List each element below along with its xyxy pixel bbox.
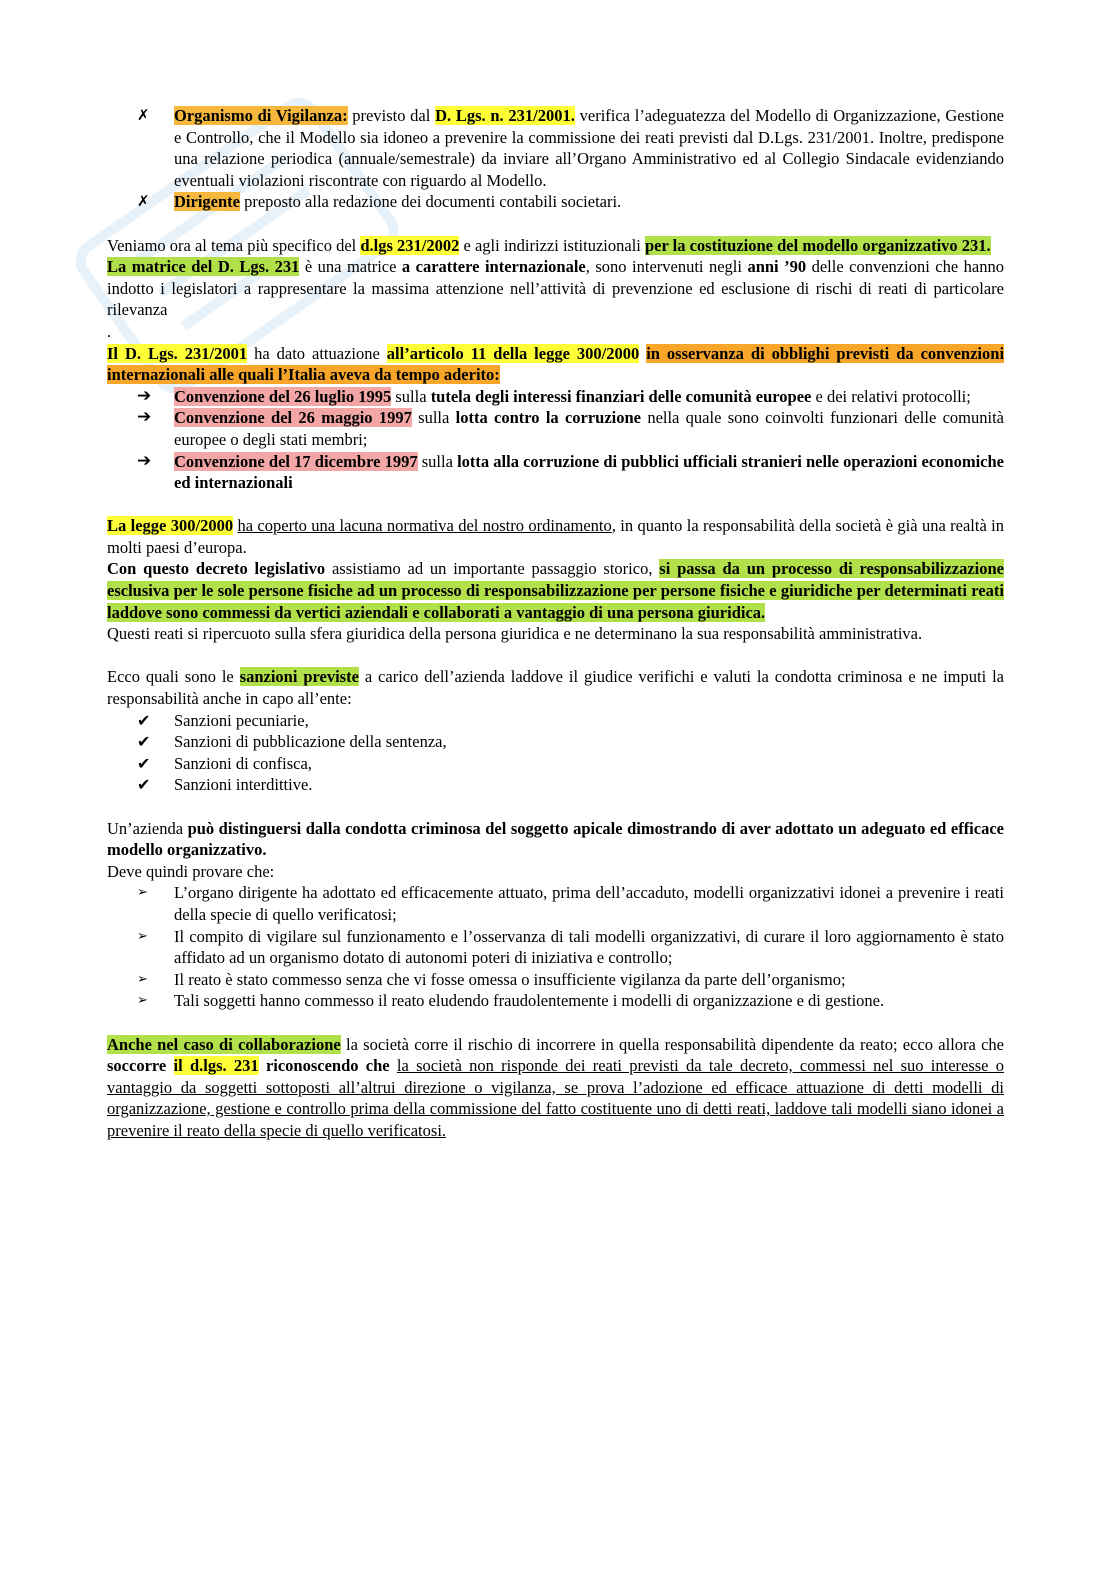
list-item: ➔ Convenzione del 26 luglio 1995 sulla tutela degli interessi finanziari delle comunità europee e dei relativi protocolli; <box>137 385 971 406</box>
paragraph: Con questo decreto legislativo assistiamo ad un importante passaggio storico, si passa da un processo di responsabilizzazione esclusiva per le sole persone fisiche ad un processo di responsabilizzazione per persone fisiche e giuridiche per determinati reati laddove sono commessi da vertici aziendali e collaborati a vantaggio di una persona giuridica. <box>107 559 1004 622</box>
proofs-list <box>107 882 1004 1012</box>
check-bullet-icon: ✔ <box>137 732 151 752</box>
list-item: ✔ Sanzioni pecuniarie, <box>137 710 309 730</box>
paragraph: Ecco quali sono le sanzioni previste a carico dell’azienda laddove il giudice verifichi e valuti la condotta criminosa e ne imputi la responsabilità anche in capo all’ente: <box>107 667 1004 709</box>
list-item: ✗ Organismo di Vigilanza: previsto dal D. Lgs. n. 231/2001. verifica l’adeguatezza del Modello di Organizzazione, Gestione e Controllo, che il Modello sia idoneo a prevenire la commissione dei reati previsti dal D.Lgs. 231/2001. Inoltre, predispone una relazione periodica (annuale/semestrale) da inviare all’Organo Amministrativo ed al Collegio Sindacale evidenziando eventuali violazioni riscontrate con riguardo al Modello. <box>137 106 1004 190</box>
list-item: ✗ Dirigente preposto alla redazione dei documenti contabili societari. <box>137 192 622 212</box>
list-item: ➢ Tali soggetti hanno commesso il reato eludendo fraudolentemente i modelli di organizzazione e di gestione. <box>137 991 885 1011</box>
list-item: ✔ Sanzioni interdittive. <box>137 775 313 795</box>
cross-bullet-icon: ✗ <box>137 106 150 124</box>
list-item: ➢ Il compito di vigilare sul funzionamento e l’osservanza di tali modelli organizzativi, di curare il loro aggiornamento è stato affidato ad un organismo dotato di autonomi poteri di iniziativa e controllo; <box>137 926 1004 968</box>
paragraph: Deve quindi provare che: <box>107 861 275 881</box>
paragraph: La legge 300/2000 ha coperto una lacuna normativa del nostro ordinamento, in quanto la responsabilità della società è già una realtà in molti paesi d’europa. <box>107 516 1005 557</box>
arrow-bullet-icon: ➔ <box>137 407 152 428</box>
check-bullet-icon: ✔ <box>137 710 151 730</box>
cross-bullet-icon: ✗ <box>137 192 150 211</box>
check-bullet-icon: ✔ <box>137 775 151 795</box>
paragraph: Il D. Lgs. 231/2001 ha dato attuazione all’articolo 11 della legge 300/2000 in osservanza di obblighi previsti da convenzioni internazionali alle quali l’Italia aveva da tempo aderito: <box>107 343 1005 385</box>
arrow-bullet-icon: ➔ <box>137 450 152 471</box>
sanctions-list <box>107 710 1004 796</box>
paragraph: Veniamo ora al tema più specifico del d.lgs 231/2002 e agli indirizzi istituzionali per la costituzione del modello organizzativo 231. <box>107 235 991 255</box>
stray-dot: . <box>107 321 112 341</box>
triangle-bullet-icon: ➢ <box>137 885 148 901</box>
list-item: ➢ Il reato è stato commesso senza che vi fosse omessa o insufficiente vigilanza da parte dell’organismo; <box>137 969 846 989</box>
list-item: ➢ L’organo dirigente ha adottato ed efficacemente attuato, prima dell’accaduto, modelli organizzativi idonei a prevenire i reati della specie di quello verificatosi; <box>137 883 1004 924</box>
triangle-bullet-icon: ➢ <box>137 971 148 987</box>
list-item: ➔ Convenzione del 17 dicembre 1997 sulla lotta alla corruzione di pubblici ufficiali stranieri nelle operazioni economiche ed internazionali <box>137 450 1005 493</box>
triangle-bullet-icon: ➢ <box>137 993 148 1009</box>
list-item: ➔ Convenzione del 26 maggio 1997 sulla lotta contro la corruzione nella quale sono coinvolti funzionari delle comunità europee o degli stati membri; <box>137 407 1004 449</box>
arrow-bullet-icon: ➔ <box>137 385 152 406</box>
paragraph: Anche nel caso di collaborazione la società corre il rischio di incorrere in quella responsabilità dipendente da reato; ecco allora che soccorre il d.lgs. 231 riconoscendo che la società non risponde dei reati previsti da tale decreto, commessi nel suo interesse o vantaggio da soggetti sottoposti all’altrui direzione o vigilanza, se prova l’adozione ed efficace attuazione di detti modelli di organizzazione, gestione e controllo prima della commissione del fatto costituente uno di detti reati, laddove tali modelli siano idonei a prevenire il reato della specie di quello verificatosi. <box>107 1034 1005 1140</box>
conventions-list <box>107 386 1004 494</box>
triangle-bullet-icon: ➢ <box>137 928 148 944</box>
check-bullet-icon: ✔ <box>137 753 151 773</box>
paragraph: Questi reati si ripercuoto sulla sfera giuridica della persona giuridica e ne determinano la sua responsabilità amministrativa. <box>107 624 923 644</box>
document-page <box>107 105 1004 1142</box>
intro-list <box>107 105 1004 213</box>
paragraph: Un’azienda può distinguersi dalla condotta criminosa del soggetto apicale dimostrando di aver adottato un adeguato ed efficace modello organizzativo. <box>107 818 1004 860</box>
list-item: ✔ Sanzioni di confisca, <box>137 753 312 773</box>
list-item: ✔ Sanzioni di pubblicazione della sentenza, <box>137 732 447 752</box>
paragraph: La matrice del D. Lgs. 231 è una matrice a carattere internazionale, sono intervenuti negli anni ’90 delle convenzioni che hanno indotto i legislatori a rappresentare la massima attenzione nell’attività di prevenzione ed esclusione di rischi di reati di particolare rilevanza <box>107 257 1004 320</box>
